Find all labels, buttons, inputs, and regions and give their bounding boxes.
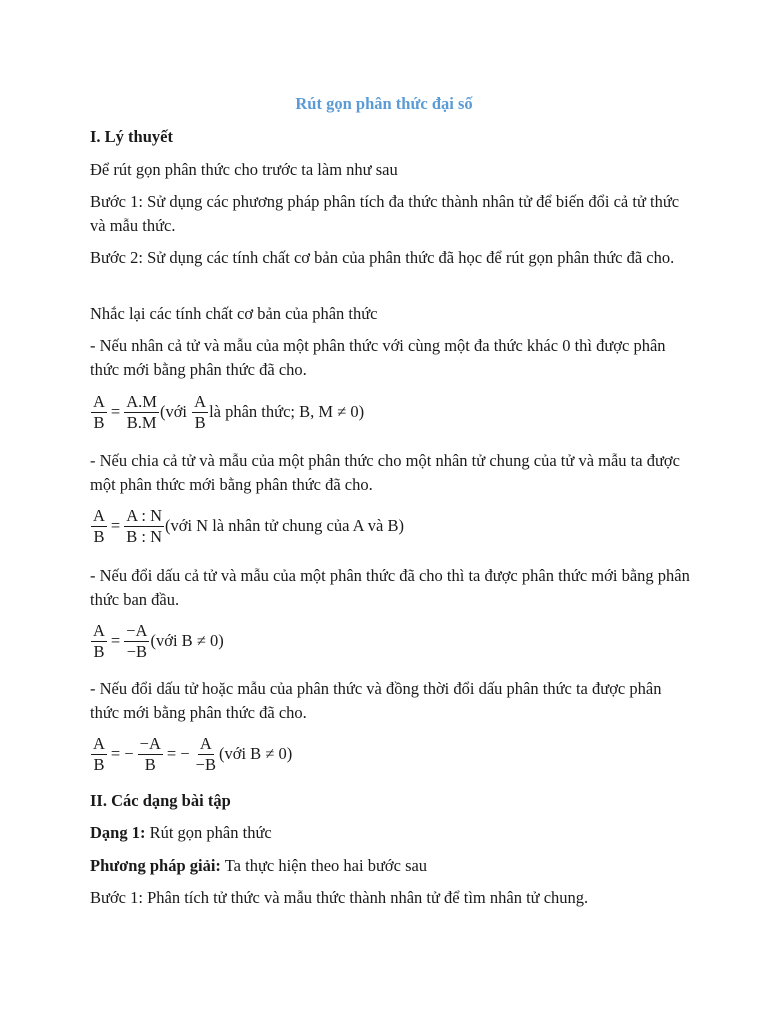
denominator: B: [93, 526, 105, 546]
step-2-paragraph: Bước 2: Sử dụng các tính chất cơ bản của phân thức đã học để rút gọn phân thức đã cho.: [90, 248, 675, 267]
method-label: Phương pháp giải:: [90, 856, 221, 875]
step-1-paragraph: Bước 1: Sử dụng các phương pháp phân tích đa thức thành nhân tử để biến đổi cả tử thức và mẫu thức.: [90, 192, 680, 235]
dang-1-text: Rút gọn phân thức: [145, 823, 272, 842]
numerator: A.M: [126, 391, 157, 411]
numerator: −A: [126, 620, 148, 640]
numerator: A: [93, 620, 105, 640]
formula-multiply: [90, 388, 364, 436]
fraction-rhs: [124, 392, 159, 433]
denominator: B: [194, 412, 206, 432]
numerator: −A: [139, 733, 161, 753]
denominator: B: [93, 412, 105, 432]
section-heading-exercises: II. Các dạng bài tập: [90, 791, 231, 810]
formula-divide: [90, 502, 404, 550]
fraction-inline: [192, 392, 208, 433]
section-heading-theory: I. Lý thuyết: [90, 127, 173, 146]
fraction-rhs: [124, 621, 149, 662]
fraction-lhs: [91, 392, 107, 433]
formula-sign-change: [90, 617, 224, 665]
reminder-paragraph: Nhắc lại các tính chất cơ bản của phân thức: [90, 304, 378, 323]
equals-sign: =: [110, 402, 121, 421]
condition-note: (với N là nhân tử chung của A và B): [165, 516, 404, 535]
dang-1-paragraph: [90, 821, 690, 845]
property-4-paragraph: - Nếu đổi dấu tử hoặc mẫu của phân thức và đồng thời đổi dấu phân thức ta được phân thức mới bằng phân thức đã cho.: [90, 679, 662, 722]
condition-note: (với B ≠ 0): [218, 744, 293, 763]
denominator: B.M: [126, 412, 157, 432]
denominator: −B: [126, 641, 147, 661]
condition-note: (với B ≠ 0): [150, 631, 224, 650]
numerator: A: [93, 391, 105, 411]
document-title: Rút gọn phân thức đại số: [295, 94, 473, 113]
equals-minus-sign: = −: [110, 744, 134, 763]
equals-minus-sign: = −: [166, 744, 190, 763]
property-2-paragraph: - Nếu chia cả tử và mẫu của một phân thức cho một nhân tử chung của tử và mẫu ta được một phân thức mới bằng phân thức đã cho.: [90, 451, 680, 494]
dang-1-label: Dạng 1:: [90, 823, 146, 842]
formula-sign-change-fraction: [90, 730, 292, 778]
denominator: B : N: [126, 526, 162, 546]
property-3-paragraph: - Nếu đổi dấu cả tử và mẫu của một phân thức đã cho thì ta được phân thức mới bằng phân thức ban đầu.: [90, 566, 690, 609]
equals-sign: =: [110, 516, 121, 535]
denominator: B: [144, 754, 156, 774]
fraction-lhs: [91, 506, 107, 547]
property-1-paragraph: - Nếu nhân cả tử và mẫu của một phân thức với cùng một đa thức khác 0 thì được phân thức mới bằng phân thức đã cho.: [90, 336, 666, 379]
denominator: B: [93, 754, 105, 774]
equals-sign: =: [110, 631, 121, 650]
denominator: B: [93, 641, 105, 661]
fraction-rhs: [124, 506, 164, 547]
condition-start: (với: [159, 402, 192, 421]
numerator: A : N: [126, 505, 162, 525]
intro-paragraph: Để rút gọn phân thức cho trước ta làm như sau: [90, 160, 398, 179]
fraction-middle: [138, 734, 163, 775]
numerator: A: [93, 733, 105, 753]
numerator: A: [194, 391, 207, 411]
denominator: −B: [195, 754, 216, 774]
method-text: Ta thực hiện theo hai bước sau: [220, 856, 428, 875]
exercise-step-1-paragraph: Bước 1: Phân tích tử thức và mẫu thức thành nhân tử để tìm nhân tử chung.: [90, 888, 589, 907]
numerator: A: [199, 733, 212, 753]
numerator: A: [93, 505, 105, 525]
fraction-lhs: [91, 621, 107, 662]
condition-end: là phân thức; B, M ≠ 0): [209, 402, 365, 421]
fraction-lhs: [91, 734, 107, 775]
fraction-rhs: [194, 734, 218, 775]
method-paragraph: [90, 854, 690, 878]
